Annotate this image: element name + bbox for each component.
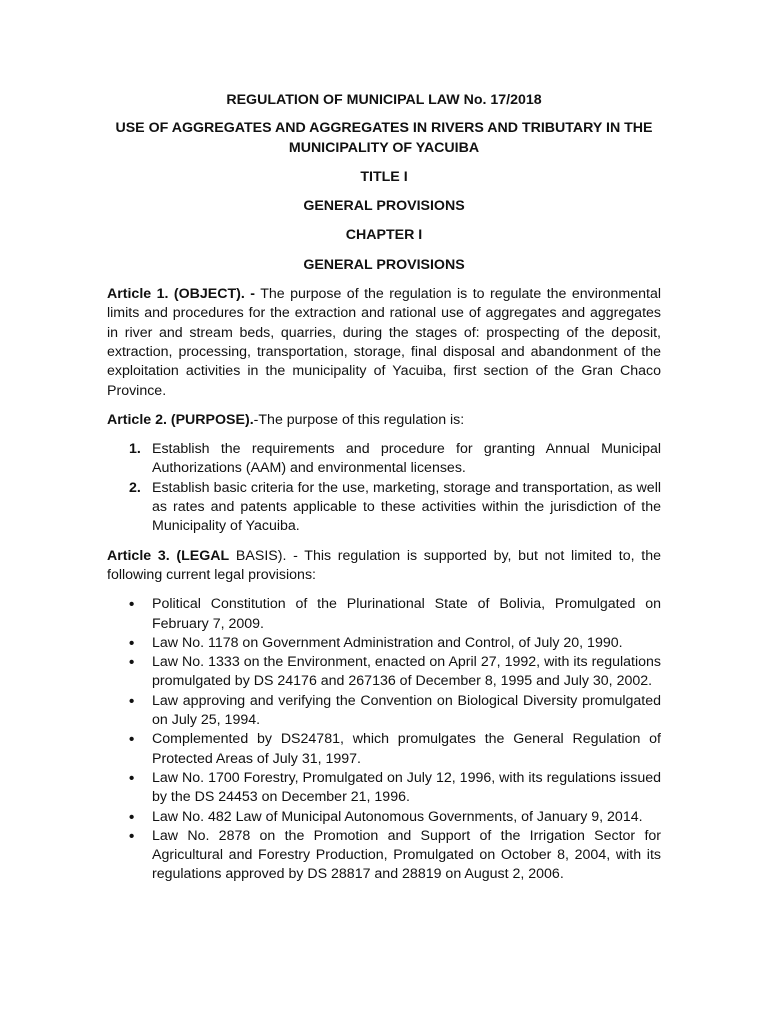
list-item-text: Complemented by DS24781, which promulgates the General Regulation of Protected Areas of July 31, 1997. (152, 731, 661, 767)
bullet-icon: • (129, 654, 135, 672)
article-1-text: The purpose of the regulation is to regulate the environmental limits and procedures for the extraction and rational use of aggregates and aggregates in river and stream beds, quarries, during the stages of: prospecting of the deposit, extraction, processing, transportation, storage, final disposal and abandonment of the exploitation activities in the municipality of Yacuiba, first section of the Gran Chaco Province. (107, 286, 661, 399)
regulation-title: REGULATION OF MUNICIPAL LAW No. 17/2018 (226, 92, 542, 108)
chapter-name: GENERAL PROVISIONS (303, 256, 465, 273)
article-2-text: -The purpose of this regulation is: (253, 411, 465, 428)
article-1 (107, 285, 661, 401)
list-item-text: Law No. 1333 on the Environment, enacted on April 27, 1992, with its regulations promulgated by DS 24176 and 267136 of December 8, 1995 and July 30, 2002. (152, 654, 661, 690)
article-2-list (107, 440, 661, 536)
list-item (107, 595, 661, 634)
regulation-subject: USE OF AGGREGATES AND AGGREGATES IN RIVERS AND TRIBUTARY IN THE MUNICIPALITY OF YACUIBA (115, 120, 653, 156)
list-item (107, 730, 661, 769)
list-item (107, 827, 661, 885)
chapter-heading: CHAPTER I (345, 227, 423, 244)
list-item (107, 769, 661, 808)
list-item-text: Law No. 1700 Forestry, Promulgated on July 12, 1996, with its regulations issued by the DS 24453 on December 21, 1996. (152, 769, 661, 806)
bullet-icon: • (129, 769, 135, 787)
list-item-text: Political Constitution of the Plurinational State of Bolivia, Promulgated on February 7, 2009. (152, 596, 661, 632)
list-number: 2. (129, 479, 141, 496)
article-2 (107, 411, 661, 430)
list-item (107, 808, 661, 827)
list-item-text: Law No. 2878 on the Promotion and Support of the Irrigation Sector for Agricultural and Forestry Production, Promulgated on October 8, 2004, with its regulations approved by DS 28817 and 28819 on August 2, 2006. (152, 827, 661, 883)
bullet-icon: • (129, 634, 135, 652)
title-heading: TITLE I (360, 168, 408, 185)
list-item-text: Law No. 1178 on Government Administration and Control, of July 20, 1990. (152, 634, 623, 651)
list-item (107, 479, 661, 537)
article-2-label: Article 2. (PURPOSE). (107, 411, 254, 428)
article-3-label: Article 3. (LEGAL (107, 547, 230, 564)
bullet-icon: • (129, 692, 135, 710)
list-item (107, 634, 661, 653)
article-3-text: BASIS). - This regulation is supported by, but not limited to, the following current legal provisions: (107, 547, 661, 583)
list-item-text: Establish the requirements and procedure for granting Annual Municipal Authorizations (AAM) and environmental licenses. (152, 441, 661, 477)
title-name: GENERAL PROVISIONS (303, 198, 465, 215)
legal-basis-list (107, 595, 661, 884)
list-item (107, 440, 661, 479)
list-item (107, 653, 661, 692)
bullet-icon: • (129, 808, 135, 826)
list-item-text: Establish basic criteria for the use, marketing, storage and transportation, as well as rates and patents applicable to these activities within the jurisdiction of the Municipality of Yacuiba. (152, 479, 661, 535)
bullet-icon: • (129, 596, 135, 614)
list-item-text: Law approving and verifying the Convention on Biological Diversity promulgated on July 25, 1994. (152, 692, 661, 729)
list-number: 1. (129, 441, 141, 458)
list-item-text: Law No. 482 Law of Municipal Autonomous Governments, of January 9, 2014. (152, 808, 643, 825)
article-1-label: Article 1. (OBJECT). - (107, 286, 255, 303)
bullet-icon: • (129, 827, 135, 845)
article-3 (107, 547, 661, 586)
list-item (107, 692, 661, 731)
bullet-icon: • (129, 731, 135, 749)
